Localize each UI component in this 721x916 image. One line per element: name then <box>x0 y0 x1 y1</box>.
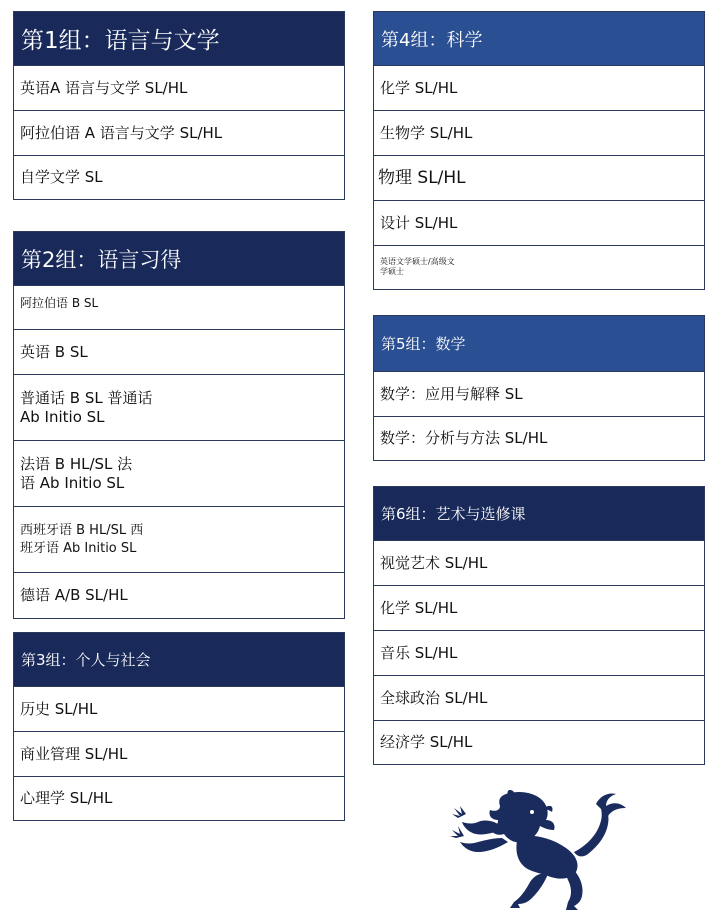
group-2-panel <box>13 231 345 619</box>
course-label: 经济学 SL/HL <box>380 732 473 751</box>
course-item <box>374 416 704 459</box>
group-4-header <box>374 12 704 65</box>
course-item <box>14 155 344 198</box>
group-5-title: 第5组：数学 <box>381 335 466 353</box>
course-item <box>14 776 344 819</box>
course-label: 商业管理 SL/HL <box>20 744 128 763</box>
course-label: 普通话 B SL 普通话 Ab Initio SL <box>20 388 153 426</box>
group-1-header <box>14 12 344 65</box>
course-label: 心理学 SL/HL <box>20 788 113 807</box>
course-label: 阿拉伯语 A 语言与文学 SL/HL <box>20 123 223 142</box>
course-label: 全球政治 SL/HL <box>380 688 488 707</box>
course-label: 英语 B SL <box>20 342 88 361</box>
course-label: 数学：分析与方法 SL/HL <box>380 428 548 447</box>
course-label: 英语文学硕士/高级文 学硕士 <box>380 257 455 276</box>
course-item <box>374 371 704 416</box>
course-label: 化学 SL/HL <box>380 78 458 97</box>
course-item <box>14 285 344 329</box>
course-label: 自学文学 SL <box>20 167 103 186</box>
course-item <box>14 65 344 110</box>
course-label: 阿拉伯语 B SL <box>20 296 99 310</box>
course-item <box>14 506 344 572</box>
course-item <box>374 155 704 200</box>
group-3-panel <box>13 632 345 821</box>
course-label: 西班牙语 B HL/SL 西 班牙语 Ab Initio SL <box>20 522 144 556</box>
course-item <box>374 110 704 155</box>
group-3-title: 第3组：个人与社会 <box>21 651 151 669</box>
course-label: 设计 SL/HL <box>380 213 458 232</box>
course-item <box>374 245 704 288</box>
group-6-title: 第6组：艺术与选修课 <box>381 505 526 523</box>
group-6-panel <box>373 486 705 765</box>
group-1-panel <box>13 11 345 200</box>
group-5-header <box>374 316 704 371</box>
course-item <box>374 585 704 630</box>
group-6-header <box>374 487 704 540</box>
group-5-panel <box>373 315 705 461</box>
rampant-lion-emblem-icon <box>448 790 630 912</box>
course-label: 数学：应用与解释 SL <box>380 384 523 403</box>
group-1-title: 第1组：语言与文学 <box>21 28 220 54</box>
course-label: 化学 SL/HL <box>380 598 458 617</box>
course-label: 生物学 SL/HL <box>380 123 473 142</box>
course-label: 德语 A/B SL/HL <box>20 585 128 604</box>
course-item <box>374 65 704 110</box>
course-label: 英语A 语言与文学 SL/HL <box>20 78 188 97</box>
course-label: 音乐 SL/HL <box>380 643 458 662</box>
course-item <box>14 110 344 155</box>
course-label: 历史 SL/HL <box>20 699 98 718</box>
course-label: 法语 B HL/SL 法 语 Ab Initio SL <box>20 454 133 492</box>
course-item <box>14 329 344 374</box>
course-item <box>14 731 344 776</box>
course-item <box>14 686 344 731</box>
course-item <box>374 200 704 245</box>
group-2-title: 第2组：语言习得 <box>21 247 182 272</box>
group-4-panel <box>373 11 705 290</box>
course-item <box>374 675 704 720</box>
course-item <box>374 720 704 763</box>
course-label: 物理 SL/HL <box>378 167 466 188</box>
group-2-header <box>14 232 344 285</box>
course-item <box>374 540 704 585</box>
group-3-header <box>14 633 344 686</box>
course-item <box>374 630 704 675</box>
group-4-title: 第4组：科学 <box>381 29 483 51</box>
course-item <box>14 374 344 440</box>
course-item <box>14 572 344 617</box>
course-label: 视觉艺术 SL/HL <box>380 553 488 572</box>
course-item <box>14 440 344 506</box>
